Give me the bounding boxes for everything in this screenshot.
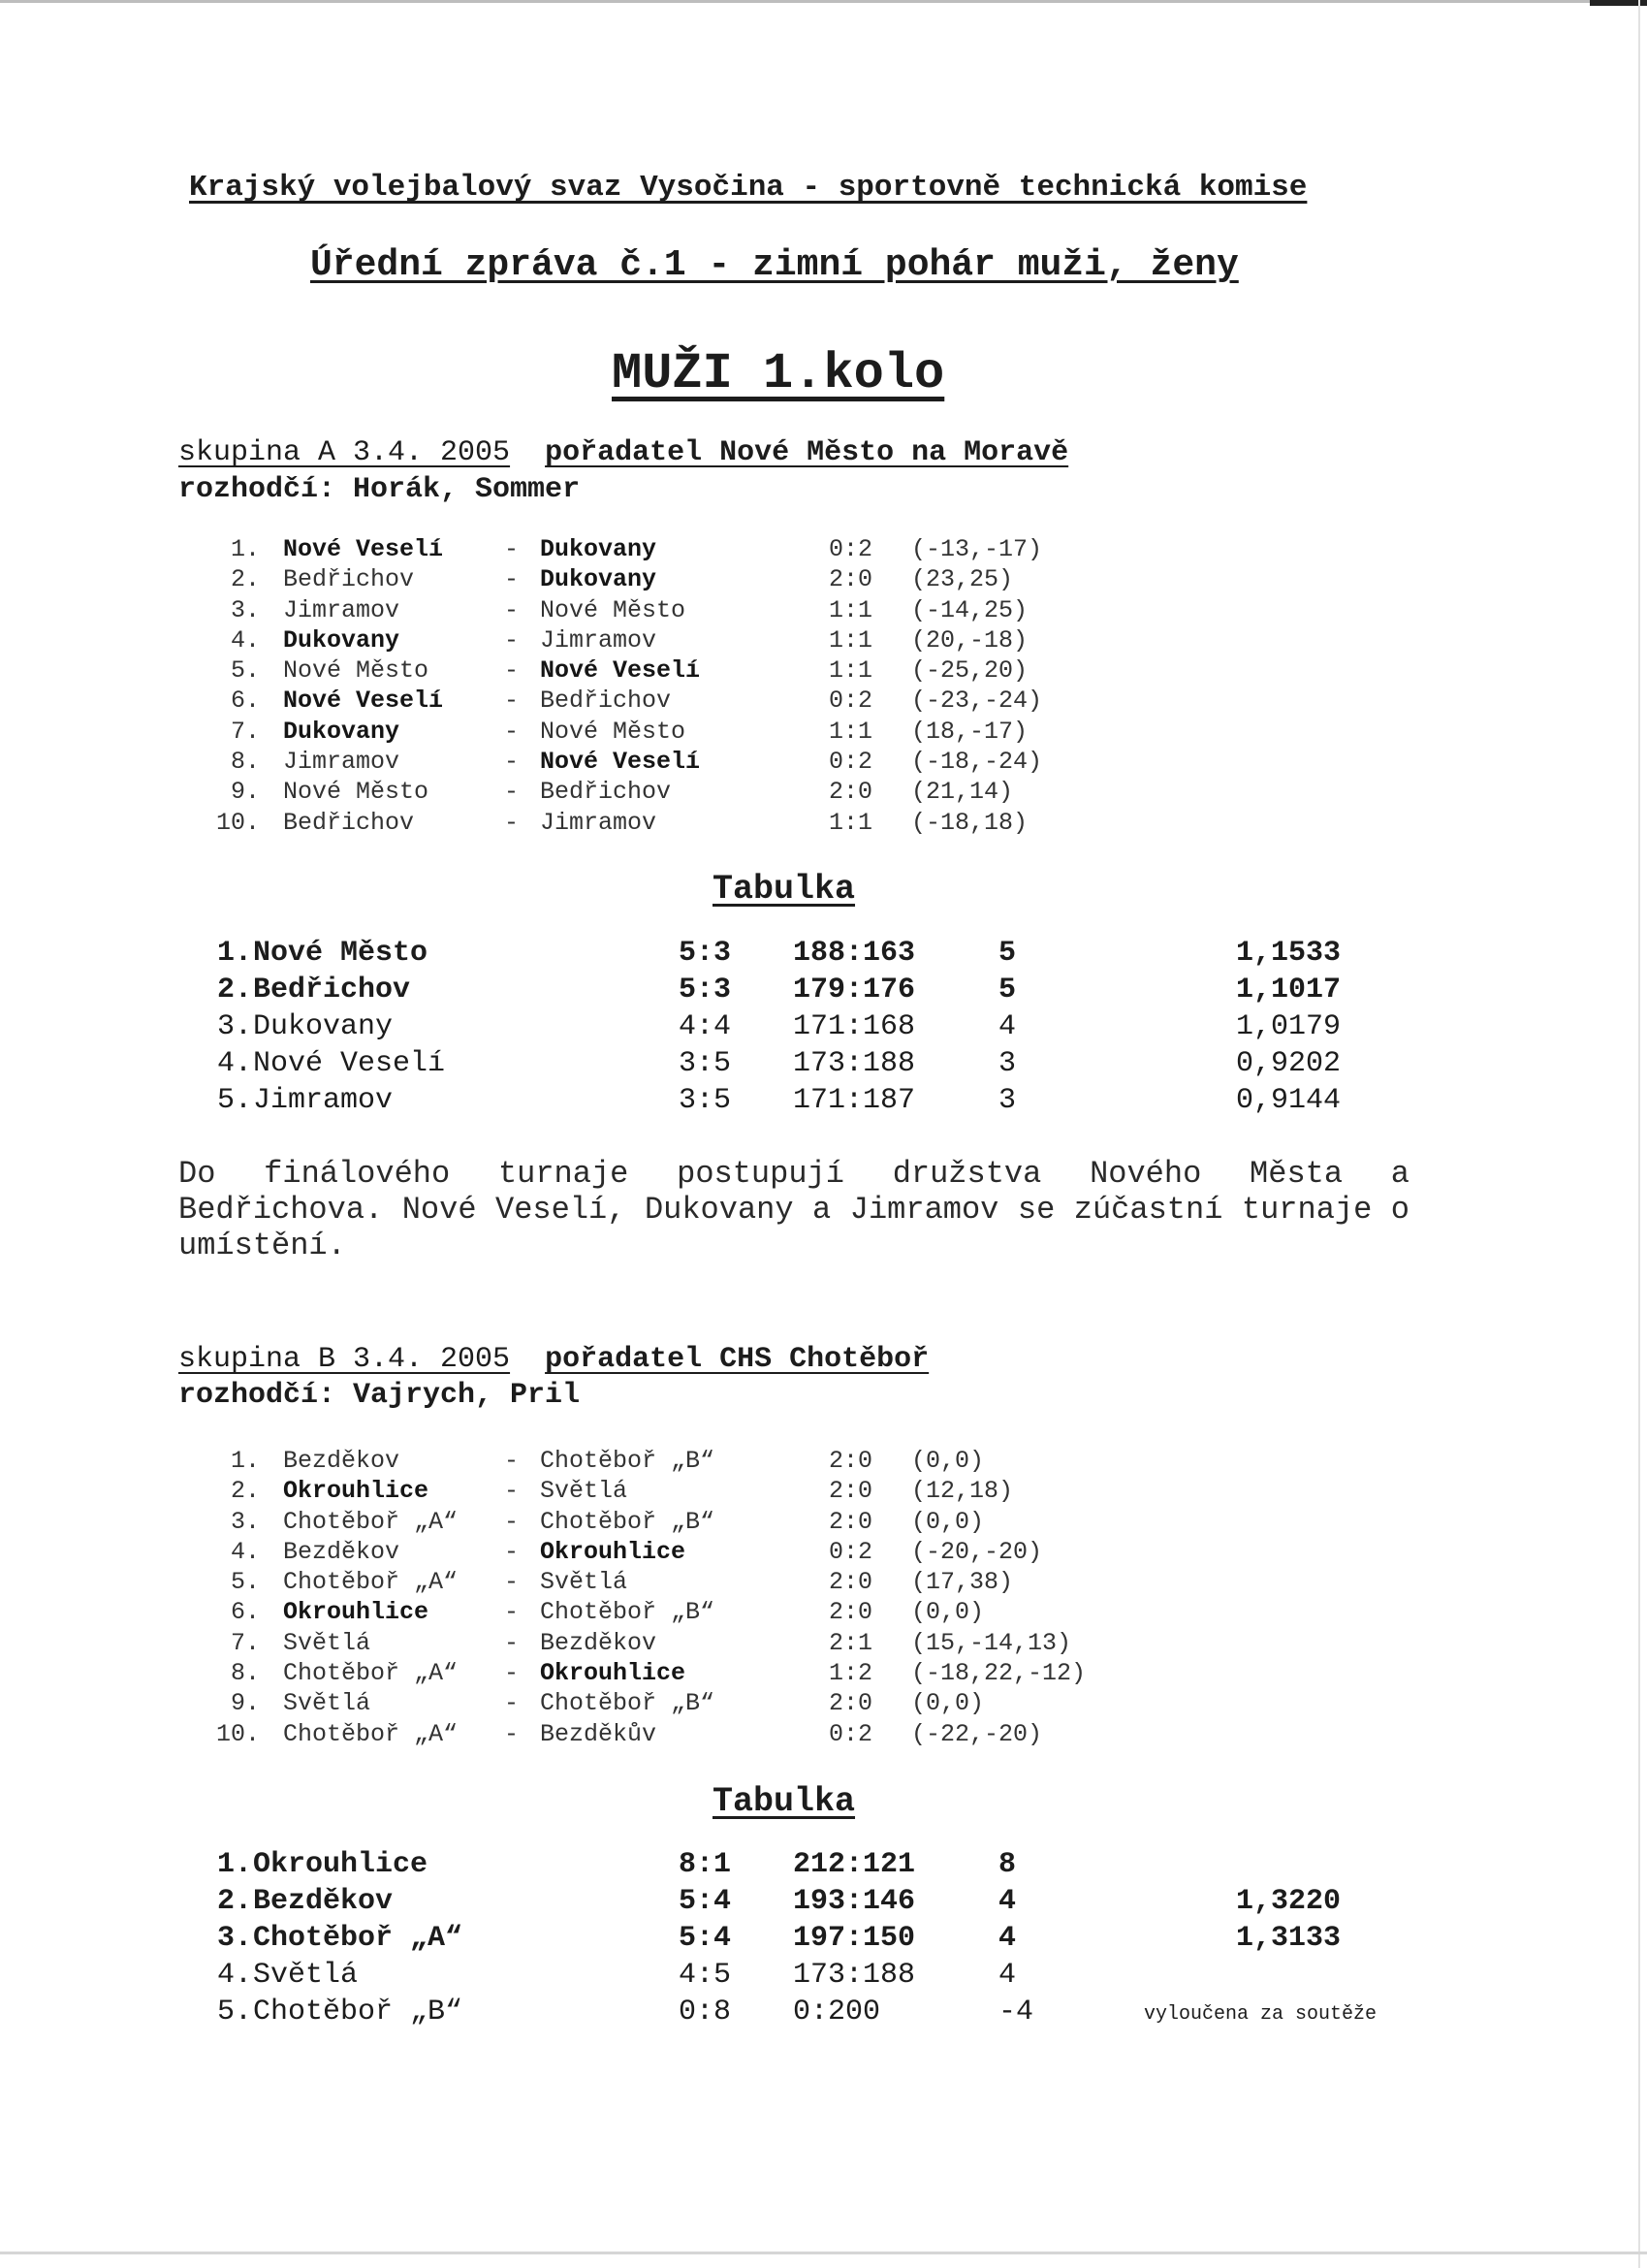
standings-row [0,1848,1647,1885]
standing-rank: 1. [216,937,252,970]
match-number: 6. [230,687,260,716]
match-home-team: Bezděkov [283,1447,400,1475]
standing-team: Světlá [253,1959,359,1992]
match-dash: - [504,1659,520,1688]
group-b-match-list [0,1447,1647,1750]
standing-score: -4 [998,1996,1034,2028]
standings-row [0,937,1647,974]
match-away-team: Chotěboř „B“ [540,1507,715,1536]
match-home-team: Chotěboř „A“ [283,1507,459,1536]
match-number: 8. [230,1659,260,1688]
match-sets: (23,25) [911,565,1014,594]
match-home-team: Okrouhlice [283,1598,429,1627]
match-number: 5. [230,656,260,686]
match-sets: (-18,-24) [911,748,1043,777]
standing-team: Dukovany [253,1010,394,1043]
match-number: 3. [230,1507,260,1536]
match-score: 2:0 [829,1598,873,1627]
match-dash: - [504,1689,520,1718]
group-b-standings [0,1848,1647,2032]
match-sets: (-25,20) [911,656,1029,686]
match-away-team: Dukovany [540,565,657,594]
match-away-team: Bedřichov [540,778,672,807]
standing-rank: 4. [216,1959,252,1992]
match-score: 1:1 [829,717,873,746]
match-row [0,1659,1647,1689]
standing-points: 5:3 [679,974,732,1006]
match-dash: - [504,565,520,594]
match-row [0,626,1647,656]
standing-ratio: 1,0179 [1236,1010,1342,1043]
match-number: 3. [230,595,260,624]
match-sets: (0,0) [911,1689,985,1718]
standings-row [0,1885,1647,1922]
match-row [0,1629,1647,1659]
match-sets: (15,-14,13) [911,1628,1072,1657]
standing-team: Chotěboř „B“ [253,1996,463,2028]
standing-balls: 173:188 [793,1047,916,1080]
match-sets: (-20,-20) [911,1537,1043,1566]
match-row [0,1508,1647,1538]
match-sets: (-22,-20) [911,1719,1043,1748]
match-score: 0:2 [829,748,873,777]
group-a-referees: rozhodčí: Horák, Sommer [178,473,581,506]
match-row [0,778,1647,808]
match-home-team: Světlá [283,1628,371,1657]
match-sets: (20,-18) [911,625,1029,655]
standings-row [0,1922,1647,1959]
match-score: 2:0 [829,1507,873,1536]
group-a-organizer: pořadatel Nové Město na Moravě [545,436,1069,469]
match-away-team: Dukovany [540,535,657,563]
standings-row [0,1084,1647,1121]
match-number: 9. [230,1689,260,1718]
standing-balls: 212:121 [793,1848,916,1881]
standing-points: 3:5 [679,1084,732,1117]
group-b-date: skupina B 3.4. 2005 [178,1343,511,1376]
match-sets: (0,0) [911,1598,985,1627]
match-away-team: Světlá [540,1477,628,1506]
match-row [0,1477,1647,1507]
match-away-team: Nové Veselí [540,748,701,777]
scan-edge-bottom [0,2252,1647,2254]
standing-score: 4 [998,1959,1017,1992]
match-sets: (0,0) [911,1447,985,1475]
match-sets: (-23,-24) [911,687,1043,716]
match-home-team: Nové Veselí [283,687,444,716]
match-number: 4. [230,625,260,655]
match-home-team: Světlá [283,1689,371,1718]
match-away-team: Nové Město [540,717,686,746]
match-number: 7. [230,1628,260,1657]
standing-ratio: 0,9202 [1236,1047,1342,1080]
match-row [0,1538,1647,1568]
match-row [0,1568,1647,1598]
match-sets: (18,-17) [911,717,1029,746]
match-sets: (-14,25) [911,595,1029,624]
match-dash: - [504,595,520,624]
match-home-team: Okrouhlice [283,1477,429,1506]
match-sets: (0,0) [911,1507,985,1536]
group-a-note: Do finálového turnaje postupují družstva Nového Města a Bedřichova. Nové Veselí, Dukovany a Jimramov se zúčastní turnaje o umístění. [178,1156,1409,1263]
standing-rank: 1. [216,1848,252,1881]
match-number: 5. [230,1568,260,1597]
group-a-standings [0,937,1647,1121]
match-score: 2:0 [829,1689,873,1718]
match-home-team: Bedřichov [283,808,415,837]
match-sets: (12,18) [911,1477,1014,1506]
match-dash: - [504,1719,520,1748]
match-dash: - [504,717,520,746]
match-sets: (-18,22,-12) [911,1659,1087,1688]
match-home-team: Chotěboř „A“ [283,1659,459,1688]
group-b-referees: rozhodčí: Vajrych, Pril [178,1379,581,1412]
match-away-team: Jimramov [540,808,657,837]
standing-score: 5 [998,937,1017,970]
match-home-team: Jimramov [283,595,400,624]
standings-row [0,974,1647,1010]
round-title: MUŽI 1.kolo [612,345,945,402]
match-score: 1:1 [829,595,873,624]
match-home-team: Dukovany [283,717,400,746]
match-dash: - [504,656,520,686]
standing-team: Okrouhlice [253,1848,428,1881]
match-away-team: Bezděkův [540,1719,657,1748]
standing-ratio: 1,3133 [1236,1922,1342,1955]
match-score: 1:1 [829,808,873,837]
match-number: 10. [215,808,260,837]
match-row [0,656,1647,687]
scan-edge-top [0,0,1647,3]
match-score: 1:2 [829,1659,873,1688]
match-score: 0:2 [829,1719,873,1748]
standing-ratio: 1,1533 [1236,937,1342,970]
standing-points: 4:5 [679,1959,732,1992]
match-home-team: Chotěboř „A“ [283,1568,459,1597]
match-sets: (-13,-17) [911,535,1043,563]
match-sets: (17,38) [911,1568,1014,1597]
match-score: 1:1 [829,656,873,686]
match-score: 1:1 [829,625,873,655]
match-row [0,748,1647,778]
match-home-team: Bezděkov [283,1537,400,1566]
match-away-team: Chotěboř „B“ [540,1689,715,1718]
match-away-team: Jimramov [540,625,657,655]
standings-row [0,1959,1647,1996]
match-row [0,687,1647,717]
standing-balls: 0:200 [793,1996,881,2028]
match-number: 1. [230,1447,260,1475]
match-score: 2:0 [829,778,873,807]
match-number: 6. [230,1598,260,1627]
standing-balls: 171:187 [793,1084,916,1117]
match-number: 9. [230,778,260,807]
standing-team: Jimramov [253,1084,394,1117]
match-dash: - [504,1568,520,1597]
standing-points: 8:1 [679,1848,732,1881]
match-row [0,1447,1647,1477]
match-score: 0:2 [829,687,873,716]
standing-points: 3:5 [679,1047,732,1080]
standing-score: 5 [998,974,1017,1006]
group-a-date: skupina A 3.4. 2005 [178,436,511,469]
match-dash: - [504,1628,520,1657]
group-b-organizer: pořadatel CHS Chotěboř [545,1343,930,1376]
match-dash: - [504,1477,520,1506]
match-home-team: Jimramov [283,748,400,777]
report-title: Úřední zpráva č.1 - zimní pohár muži, ženy [310,244,1239,286]
standing-rank: 3. [216,1010,252,1043]
match-row [0,718,1647,748]
group-b-title [178,1343,929,1376]
match-row [0,565,1647,595]
match-number: 2. [230,1477,260,1506]
standing-rank: 2. [216,974,252,1006]
standing-balls: 173:188 [793,1959,916,1992]
match-row [0,1689,1647,1719]
match-sets: (21,14) [911,778,1014,807]
match-number: 4. [230,1537,260,1566]
standing-score: 4 [998,1922,1017,1955]
match-dash: - [504,808,520,837]
standing-points: 0:8 [679,1996,732,2028]
match-score: 0:2 [829,1537,873,1566]
standing-score: 4 [998,1885,1017,1918]
match-dash: - [504,1598,520,1627]
match-dash: - [504,535,520,563]
standing-score: 4 [998,1010,1017,1043]
match-home-team: Chotěboř „A“ [283,1719,459,1748]
match-home-team: Nové Město [283,656,429,686]
standing-balls: 179:176 [793,974,916,1006]
standing-points: 4:4 [679,1010,732,1043]
match-away-team: Chotěboř „B“ [540,1447,715,1475]
standing-rank: 4. [216,1047,252,1080]
standings-row [0,1996,1647,2032]
group-a-match-list [0,535,1647,839]
match-number: 10. [215,1719,260,1748]
standing-score: 3 [998,1084,1017,1117]
standing-score: 8 [998,1848,1017,1881]
match-score: 2:0 [829,565,873,594]
match-sets: (-18,18) [911,808,1029,837]
match-home-team: Dukovany [283,625,400,655]
match-number: 2. [230,565,260,594]
standing-team: Chotěboř „A“ [253,1922,463,1955]
standing-note: vyloučena za soutěže [1144,2003,1378,2026]
match-home-team: Nové Město [283,778,429,807]
standings-row [0,1010,1647,1047]
group-a-title [178,436,1068,469]
match-home-team: Nové Veselí [283,535,444,563]
match-row [0,596,1647,626]
match-row [0,1598,1647,1628]
match-number: 7. [230,717,260,746]
standing-rank: 5. [216,1996,252,2028]
match-score: 2:0 [829,1447,873,1475]
group-b-table-title: Tabulka [713,1782,856,1821]
match-away-team: Chotěboř „B“ [540,1598,715,1627]
standing-balls: 197:150 [793,1922,916,1955]
match-dash: - [504,1537,520,1566]
standing-team: Bezděkov [253,1885,394,1918]
standing-team: Bedřichov [253,974,411,1006]
standings-row [0,1047,1647,1084]
organization-heading: Krajský volejbalový svaz Vysočina - sportovně technická komise [189,171,1308,205]
match-dash: - [504,748,520,777]
standing-balls: 188:163 [793,937,916,970]
match-row [0,809,1647,839]
match-score: 2:0 [829,1568,873,1597]
match-away-team: Nové Veselí [540,656,701,686]
match-dash: - [504,625,520,655]
standing-balls: 193:146 [793,1885,916,1918]
match-score: 2:0 [829,1477,873,1506]
match-away-team: Okrouhlice [540,1537,686,1566]
match-row [0,1720,1647,1750]
standing-ratio: 1,1017 [1236,974,1342,1006]
standing-ratio: 1,3220 [1236,1885,1342,1918]
match-dash: - [504,778,520,807]
standing-ratio: 0,9144 [1236,1084,1342,1117]
standing-balls: 171:168 [793,1010,916,1043]
standing-points: 5:4 [679,1885,732,1918]
standing-score: 3 [998,1047,1017,1080]
match-away-team: Bedřichov [540,687,672,716]
standing-team: Nové Město [253,937,428,970]
standing-rank: 2. [216,1885,252,1918]
match-home-team: Bedřichov [283,565,415,594]
standing-points: 5:3 [679,937,732,970]
standing-rank: 3. [216,1922,252,1955]
match-away-team: Okrouhlice [540,1659,686,1688]
standing-team: Nové Veselí [253,1047,446,1080]
match-away-team: Nové Město [540,595,686,624]
match-number: 8. [230,748,260,777]
group-a-table-title: Tabulka [713,870,856,909]
match-dash: - [504,687,520,716]
match-row [0,535,1647,565]
match-dash: - [504,1447,520,1475]
match-score: 2:1 [829,1628,873,1657]
match-dash: - [504,1507,520,1536]
standing-points: 5:4 [679,1922,732,1955]
match-number: 1. [230,535,260,563]
standing-rank: 5. [216,1084,252,1117]
match-away-team: Bezděkov [540,1628,657,1657]
match-away-team: Světlá [540,1568,628,1597]
match-score: 0:2 [829,535,873,563]
